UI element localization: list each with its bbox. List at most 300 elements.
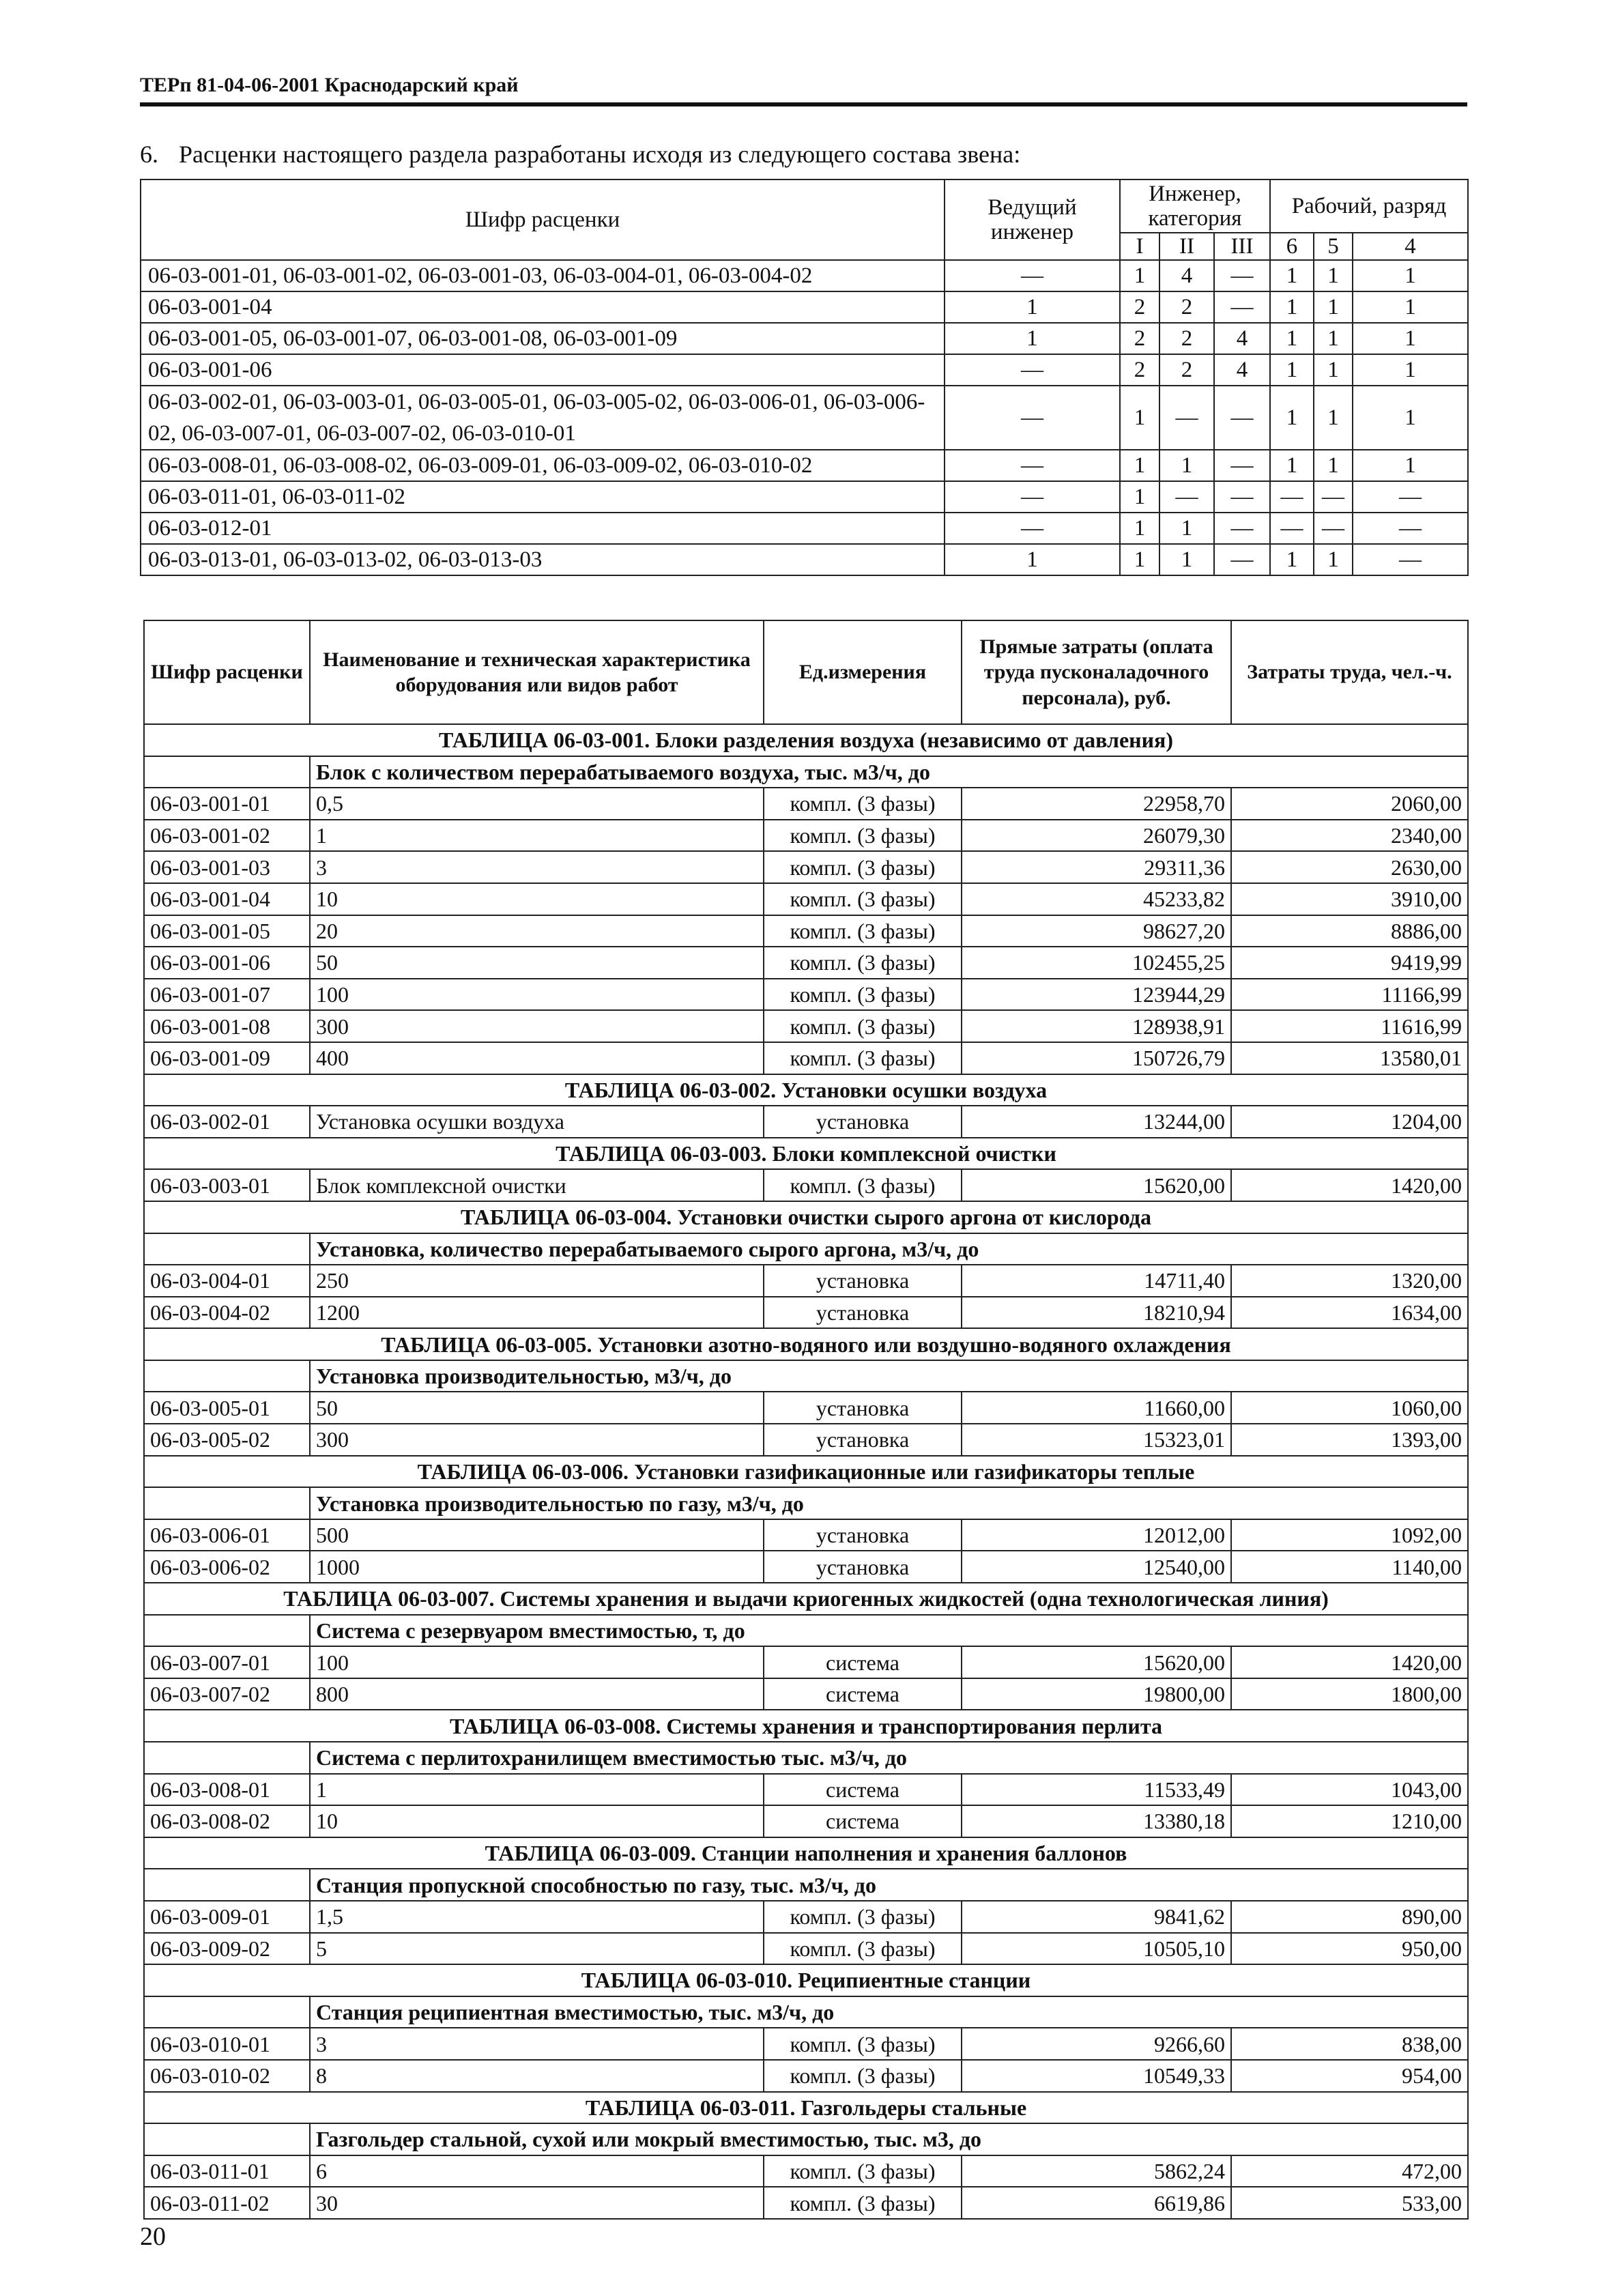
price-row	[144, 2187, 1468, 2219]
price-row	[144, 2060, 1468, 2092]
crew-value: 4	[1214, 354, 1270, 386]
unit: компл. (3 фазы)	[764, 1933, 962, 1965]
direct-costs: 26079,30	[962, 820, 1231, 852]
price-row	[144, 851, 1468, 883]
unit: компл. (3 фазы)	[764, 979, 962, 1011]
document-header: ТЕРп 81-04-06-2001 Краснодарский край	[140, 74, 519, 96]
rate-code: 06-03-008-01	[144, 1774, 310, 1806]
rate-code: 06-03-003-01	[144, 1169, 310, 1201]
crew-value: 1	[945, 544, 1120, 575]
section-subtitle: Станция реципиентная вместимостью, тыс. м3/ч, до	[310, 1996, 1468, 2028]
empty-code-cell	[144, 1360, 310, 1392]
labor-costs: 1634,00	[1231, 1297, 1468, 1329]
section-subtitle: Установка, количество перерабатываемого сырого аргона, м3/ч, до	[310, 1233, 1468, 1265]
section-subtitle-row	[144, 1360, 1468, 1392]
labor-costs: 8886,00	[1231, 915, 1468, 947]
crew-value: 1	[1314, 291, 1353, 323]
section-subtitle-row	[144, 1996, 1468, 2028]
price-header-unit: Ед.измерения	[764, 620, 962, 724]
crew-header-worker-grade: 5	[1314, 233, 1353, 260]
direct-costs: 11533,49	[962, 1774, 1231, 1806]
crew-value: 1	[1270, 323, 1314, 354]
crew-row	[141, 544, 1468, 575]
crew-value: —	[1214, 291, 1270, 323]
crew-value: —	[1159, 386, 1214, 450]
crew-code: 06-03-001-05, 06-03-001-07, 06-03-001-08, 06-03-001-09	[141, 323, 945, 354]
labor-costs: 3910,00	[1231, 883, 1468, 915]
direct-costs: 9841,62	[962, 1901, 1231, 1933]
crew-value: 1	[1353, 323, 1468, 354]
rate-code: 06-03-001-08	[144, 1010, 310, 1042]
direct-costs: 13380,18	[962, 1805, 1231, 1837]
equipment-name: 1200	[310, 1297, 764, 1329]
price-row	[144, 1392, 1468, 1424]
crew-value: —	[945, 260, 1120, 291]
unit: компл. (3 фазы)	[764, 1169, 962, 1201]
crew-value: —	[945, 513, 1120, 544]
equipment-name: 1000	[310, 1551, 764, 1583]
labor-costs: 2630,00	[1231, 851, 1468, 883]
section-title-row	[144, 1456, 1468, 1488]
crew-value: —	[945, 450, 1120, 481]
section-subtitle-row	[144, 1487, 1468, 1519]
equipment-name: 400	[310, 1042, 764, 1074]
labor-costs: 11616,99	[1231, 1010, 1468, 1042]
empty-code-cell	[144, 1487, 310, 1519]
crew-code: 06-03-013-01, 06-03-013-02, 06-03-013-03	[141, 544, 945, 575]
equipment-name: 8	[310, 2060, 764, 2092]
intro-paragraph	[140, 140, 1020, 169]
crew-code: 06-03-008-01, 06-03-008-02, 06-03-009-01, 06-03-009-02, 06-03-010-02	[141, 450, 945, 481]
crew-value: —	[1214, 260, 1270, 291]
direct-costs: 18210,94	[962, 1297, 1231, 1329]
price-row	[144, 1010, 1468, 1042]
equipment-name: 1,5	[310, 1901, 764, 1933]
crew-value: 4	[1214, 323, 1270, 354]
crew-row	[141, 291, 1468, 323]
direct-costs: 11660,00	[962, 1392, 1231, 1424]
section-title-row	[144, 1710, 1468, 1742]
crew-value: —	[945, 354, 1120, 386]
direct-costs: 15323,01	[962, 1424, 1231, 1456]
section-subtitle: Система с перлитохранилищем вместимостью тыс. м3/ч, до	[310, 1742, 1468, 1774]
price-row	[144, 915, 1468, 947]
section-subtitle: Установка производительностью, м3/ч, до	[310, 1360, 1468, 1392]
price-row	[144, 1042, 1468, 1074]
labor-costs: 838,00	[1231, 2028, 1468, 2060]
price-row	[144, 1678, 1468, 1710]
crew-code: 06-03-002-01, 06-03-003-01, 06-03-005-01, 06-03-005-02, 06-03-006-01, 06-03-006-02, 06-03-007-01, 06-03-007-02, 06-03-010-01	[141, 386, 945, 450]
direct-costs: 123944,29	[962, 979, 1231, 1011]
unit: компл. (3 фазы)	[764, 1901, 962, 1933]
rate-code: 06-03-002-01	[144, 1106, 310, 1138]
unit: компл. (3 фазы)	[764, 915, 962, 947]
section-subtitle: Станция пропускной способностью по газу, тыс. м3/ч, до	[310, 1869, 1468, 1901]
crew-value: 2	[1120, 354, 1159, 386]
equipment-name: 300	[310, 1010, 764, 1042]
direct-costs: 10505,10	[962, 1933, 1231, 1965]
equipment-name: Блок комплексной очистки	[310, 1169, 764, 1201]
equipment-name: 300	[310, 1424, 764, 1456]
labor-costs: 1420,00	[1231, 1646, 1468, 1678]
price-row	[144, 1265, 1468, 1297]
price-row	[144, 2028, 1468, 2060]
equipment-name: Установка осушки воздуха	[310, 1106, 764, 1138]
rate-code: 06-03-001-06	[144, 947, 310, 979]
intro-text: Расценки настоящего раздела разработаны исходя из следующего состава звена:	[179, 141, 1021, 168]
crew-value: —	[1353, 481, 1468, 513]
rate-code: 06-03-005-01	[144, 1392, 310, 1424]
unit: компл. (3 фазы)	[764, 1010, 962, 1042]
rate-code: 06-03-001-03	[144, 851, 310, 883]
unit: установка	[764, 1392, 962, 1424]
crew-value: 1	[1353, 260, 1468, 291]
labor-costs: 1393,00	[1231, 1424, 1468, 1456]
direct-costs: 150726,79	[962, 1042, 1231, 1074]
crew-value: 1	[1159, 450, 1214, 481]
rate-code: 06-03-005-02	[144, 1424, 310, 1456]
price-row	[144, 1805, 1468, 1837]
direct-costs: 102455,25	[962, 947, 1231, 979]
labor-costs: 1320,00	[1231, 1265, 1468, 1297]
crew-row	[141, 513, 1468, 544]
price-row	[144, 2155, 1468, 2187]
section-subtitle: Блок с количеством перерабатываемого воздуха, тыс. м3/ч, до	[310, 756, 1468, 788]
crew-value: —	[1214, 544, 1270, 575]
section-title-row	[144, 2092, 1468, 2124]
crew-value: 2	[1159, 354, 1214, 386]
price-row	[144, 947, 1468, 979]
direct-costs: 5862,24	[962, 2155, 1231, 2187]
crew-value: —	[1214, 450, 1270, 481]
crew-composition-table	[140, 179, 1469, 576]
crew-value: 1	[1270, 291, 1314, 323]
equipment-name: 1	[310, 1774, 764, 1806]
crew-row	[141, 354, 1468, 386]
crew-value: 1	[1314, 354, 1353, 386]
equipment-name: 100	[310, 979, 764, 1011]
unit: компл. (3 фазы)	[764, 2155, 962, 2187]
equipment-name: 20	[310, 915, 764, 947]
direct-costs: 15620,00	[962, 1646, 1231, 1678]
crew-value: 1	[945, 291, 1120, 323]
crew-value: 1	[1314, 544, 1353, 575]
unit: система	[764, 1774, 962, 1806]
section-subtitle: Газгольдер стальной, сухой или мокрый вместимостью, тыс. м3, до	[310, 2123, 1468, 2155]
crew-value: 1	[945, 323, 1120, 354]
section-title: ТАБЛИЦА 06-03-005. Установки азотно-водяного или воздушно-водяного охлаждения	[144, 1328, 1468, 1360]
direct-costs: 19800,00	[962, 1678, 1231, 1710]
crew-value: 1	[1159, 544, 1214, 575]
price-row	[144, 1551, 1468, 1583]
direct-costs: 12540,00	[962, 1551, 1231, 1583]
crew-value: 1	[1120, 513, 1159, 544]
crew-value: 1	[1314, 386, 1353, 450]
unit: установка	[764, 1519, 962, 1551]
labor-costs: 2060,00	[1231, 788, 1468, 820]
equipment-name: 3	[310, 2028, 764, 2060]
unit: компл. (3 фазы)	[764, 1042, 962, 1074]
crew-value: 1	[1270, 450, 1314, 481]
crew-row	[141, 386, 1468, 450]
crew-value: 1	[1353, 450, 1468, 481]
unit: компл. (3 фазы)	[764, 851, 962, 883]
unit: компл. (3 фазы)	[764, 2187, 962, 2219]
rate-code: 06-03-009-02	[144, 1933, 310, 1965]
crew-value: 1	[1353, 386, 1468, 450]
section-subtitle-row	[144, 2123, 1468, 2155]
labor-costs: 11166,99	[1231, 979, 1468, 1011]
price-row	[144, 979, 1468, 1011]
labor-costs: 9419,99	[1231, 947, 1468, 979]
section-subtitle-row	[144, 1615, 1468, 1647]
empty-code-cell	[144, 1742, 310, 1774]
unit: установка	[764, 1297, 962, 1329]
empty-code-cell	[144, 1233, 310, 1265]
labor-costs: 1043,00	[1231, 1774, 1468, 1806]
unit: компл. (3 фазы)	[764, 820, 962, 852]
equipment-name: 3	[310, 851, 764, 883]
crew-code: 06-03-001-01, 06-03-001-02, 06-03-001-03, 06-03-004-01, 06-03-004-02	[141, 260, 945, 291]
price-row	[144, 788, 1468, 820]
labor-costs: 1420,00	[1231, 1169, 1468, 1201]
page-number: 20	[140, 2222, 166, 2251]
section-subtitle-row	[144, 756, 1468, 788]
section-title-row	[144, 1583, 1468, 1615]
crew-row	[141, 260, 1468, 291]
price-row	[144, 1646, 1468, 1678]
direct-costs: 10549,33	[962, 2060, 1231, 2092]
crew-header-eng-cat: III	[1214, 233, 1270, 260]
rate-code: 06-03-001-04	[144, 883, 310, 915]
price-header-direct-costs: Прямые затраты (оплата труда пусконаладочного персонала), руб.	[962, 620, 1231, 724]
crew-value: —	[1314, 481, 1353, 513]
price-row	[144, 1297, 1468, 1329]
price-row	[144, 1169, 1468, 1201]
crew-value: 1	[1314, 260, 1353, 291]
crew-header-eng-cat: I	[1120, 233, 1159, 260]
rate-code: 06-03-009-01	[144, 1901, 310, 1933]
crew-row	[141, 450, 1468, 481]
crew-value: 2	[1120, 323, 1159, 354]
crew-value: 2	[1159, 323, 1214, 354]
labor-costs: 950,00	[1231, 1933, 1468, 1965]
section-title: ТАБЛИЦА 06-03-011. Газгольдеры стальные	[144, 2092, 1468, 2124]
crew-value: —	[1270, 513, 1314, 544]
section-title-row	[144, 724, 1468, 756]
direct-costs: 6619,86	[962, 2187, 1231, 2219]
crew-header-lead-engineer: Ведущий инженер	[945, 180, 1120, 260]
crew-value: —	[1270, 481, 1314, 513]
unit: система	[764, 1646, 962, 1678]
crew-value: 1	[1120, 544, 1159, 575]
crew-code: 06-03-001-04	[141, 291, 945, 323]
empty-code-cell	[144, 756, 310, 788]
equipment-name: 0,5	[310, 788, 764, 820]
price-header-labor-costs: Затраты труда, чел.-ч.	[1231, 620, 1468, 724]
crew-value: —	[945, 481, 1120, 513]
price-row	[144, 1519, 1468, 1551]
crew-value: 1	[1314, 323, 1353, 354]
section-title-row	[144, 1328, 1468, 1360]
crew-value: —	[1159, 481, 1214, 513]
section-subtitle: Установка производительностью по газу, м3/ч, до	[310, 1487, 1468, 1519]
crew-value: —	[1353, 544, 1468, 575]
crew-value: —	[1353, 513, 1468, 544]
crew-value: 1	[1353, 354, 1468, 386]
price-row	[144, 1901, 1468, 1933]
section-subtitle-row	[144, 1233, 1468, 1265]
crew-code: 06-03-012-01	[141, 513, 945, 544]
direct-costs: 12012,00	[962, 1519, 1231, 1551]
unit: компл. (3 фазы)	[764, 788, 962, 820]
crew-value: 1	[1353, 291, 1468, 323]
crew-value: —	[1214, 481, 1270, 513]
labor-costs: 954,00	[1231, 2060, 1468, 2092]
equipment-name: 50	[310, 947, 764, 979]
section-title: ТАБЛИЦА 06-03-004. Установки очистки сырого аргона от кислорода	[144, 1201, 1468, 1233]
section-title-row	[144, 1074, 1468, 1106]
labor-costs: 13580,01	[1231, 1042, 1468, 1074]
unit: установка	[764, 1106, 962, 1138]
crew-header-eng-cat: II	[1159, 233, 1214, 260]
section-title: ТАБЛИЦА 06-03-007. Системы хранения и выдачи криогенных жидкостей (одна технологическая линия)	[144, 1583, 1468, 1615]
section-title-row	[144, 1964, 1468, 1996]
unit: система	[764, 1805, 962, 1837]
section-title-row	[144, 1837, 1468, 1869]
rate-code: 06-03-001-02	[144, 820, 310, 852]
price-row	[144, 820, 1468, 852]
equipment-name: 500	[310, 1519, 764, 1551]
crew-value: 1	[1120, 481, 1159, 513]
section-title: ТАБЛИЦА 06-03-006. Установки газификационные или газификаторы теплые	[144, 1456, 1468, 1488]
unit: компл. (3 фазы)	[764, 2060, 962, 2092]
crew-code: 06-03-001-06	[141, 354, 945, 386]
labor-costs: 1140,00	[1231, 1551, 1468, 1583]
rate-code: 06-03-001-05	[144, 915, 310, 947]
price-row	[144, 1424, 1468, 1456]
price-row	[144, 1933, 1468, 1965]
unit: компл. (3 фазы)	[764, 883, 962, 915]
rate-code: 06-03-010-02	[144, 2060, 310, 2092]
crew-header-worker-grade: 6	[1270, 233, 1314, 260]
labor-costs: 890,00	[1231, 1901, 1468, 1933]
labor-costs: 533,00	[1231, 2187, 1468, 2219]
direct-costs: 98627,20	[962, 915, 1231, 947]
crew-value: 4	[1159, 260, 1214, 291]
direct-costs: 14711,40	[962, 1265, 1231, 1297]
section-subtitle-row	[144, 1742, 1468, 1774]
rate-code: 06-03-001-07	[144, 979, 310, 1011]
labor-costs: 2340,00	[1231, 820, 1468, 852]
unit: установка	[764, 1424, 962, 1456]
direct-costs: 29311,36	[962, 851, 1231, 883]
equipment-name: 50	[310, 1392, 764, 1424]
section-title-row	[144, 1138, 1468, 1170]
crew-value: —	[945, 386, 1120, 450]
labor-costs: 1800,00	[1231, 1678, 1468, 1710]
empty-code-cell	[144, 1869, 310, 1901]
price-row	[144, 1774, 1468, 1806]
direct-costs: 13244,00	[962, 1106, 1231, 1138]
labor-costs: 1060,00	[1231, 1392, 1468, 1424]
direct-costs: 15620,00	[962, 1169, 1231, 1201]
direct-costs: 22958,70	[962, 788, 1231, 820]
labor-costs: 1210,00	[1231, 1805, 1468, 1837]
section-title: ТАБЛИЦА 06-03-003. Блоки комплексной очистки	[144, 1138, 1468, 1170]
price-header-name: Наименование и техническая характеристика оборудования или видов работ	[310, 620, 764, 724]
crew-header-engineer: Инженер, категория	[1120, 180, 1270, 233]
equipment-name: 30	[310, 2187, 764, 2219]
equipment-name: 6	[310, 2155, 764, 2187]
section-title-row	[144, 1201, 1468, 1233]
equipment-name: 10	[310, 1805, 764, 1837]
direct-costs: 128938,91	[962, 1010, 1231, 1042]
crew-header-worker: Рабочий, разряд	[1270, 180, 1468, 233]
empty-code-cell	[144, 1996, 310, 2028]
rate-code: 06-03-007-02	[144, 1678, 310, 1710]
crew-value: 1	[1270, 544, 1314, 575]
equipment-name: 5	[310, 1933, 764, 1965]
rate-code: 06-03-001-01	[144, 788, 310, 820]
unit: компл. (3 фазы)	[764, 947, 962, 979]
labor-costs: 472,00	[1231, 2155, 1468, 2187]
crew-row	[141, 481, 1468, 513]
crew-value: 1	[1270, 386, 1314, 450]
price-header-code: Шифр расценки	[144, 620, 310, 724]
crew-value: —	[1214, 513, 1270, 544]
rate-code: 06-03-008-02	[144, 1805, 310, 1837]
section-subtitle-row	[144, 1869, 1468, 1901]
crew-value: 1	[1314, 450, 1353, 481]
crew-value: 1	[1120, 450, 1159, 481]
rate-code: 06-03-004-01	[144, 1265, 310, 1297]
equipment-name: 800	[310, 1678, 764, 1710]
equipment-name: 100	[310, 1646, 764, 1678]
labor-costs: 1204,00	[1231, 1106, 1468, 1138]
equipment-name: 10	[310, 883, 764, 915]
crew-value: 1	[1120, 386, 1159, 450]
section-title: ТАБЛИЦА 06-03-008. Системы хранения и транспортирования перлита	[144, 1710, 1468, 1742]
rate-code: 06-03-011-02	[144, 2187, 310, 2219]
unit: компл. (3 фазы)	[764, 2028, 962, 2060]
crew-header-worker-grade: 4	[1353, 233, 1468, 260]
header-divider	[140, 102, 1467, 106]
crew-value: 1	[1159, 513, 1214, 544]
equipment-name: 250	[310, 1265, 764, 1297]
rate-code: 06-03-004-02	[144, 1297, 310, 1329]
empty-code-cell	[144, 1615, 310, 1647]
rate-code: 06-03-006-02	[144, 1551, 310, 1583]
section-title: ТАБЛИЦА 06-03-002. Установки осушки воздуха	[144, 1074, 1468, 1106]
unit: установка	[764, 1265, 962, 1297]
unit: система	[764, 1678, 962, 1710]
crew-value: 2	[1159, 291, 1214, 323]
labor-costs: 1092,00	[1231, 1519, 1468, 1551]
rate-code: 06-03-007-01	[144, 1646, 310, 1678]
crew-value: 1	[1120, 260, 1159, 291]
rate-code: 06-03-001-09	[144, 1042, 310, 1074]
crew-row	[141, 323, 1468, 354]
section-subtitle: Система с резервуаром вместимостью, т, до	[310, 1615, 1468, 1647]
section-title: ТАБЛИЦА 06-03-001. Блоки разделения воздуха (независимо от давления)	[144, 724, 1468, 756]
crew-code: 06-03-011-01, 06-03-011-02	[141, 481, 945, 513]
unit: установка	[764, 1551, 962, 1583]
price-table	[143, 620, 1469, 2220]
crew-header-code: Шифр расценки	[141, 180, 945, 260]
rate-code: 06-03-011-01	[144, 2155, 310, 2187]
section-title: ТАБЛИЦА 06-03-009. Станции наполнения и хранения баллонов	[144, 1837, 1468, 1869]
